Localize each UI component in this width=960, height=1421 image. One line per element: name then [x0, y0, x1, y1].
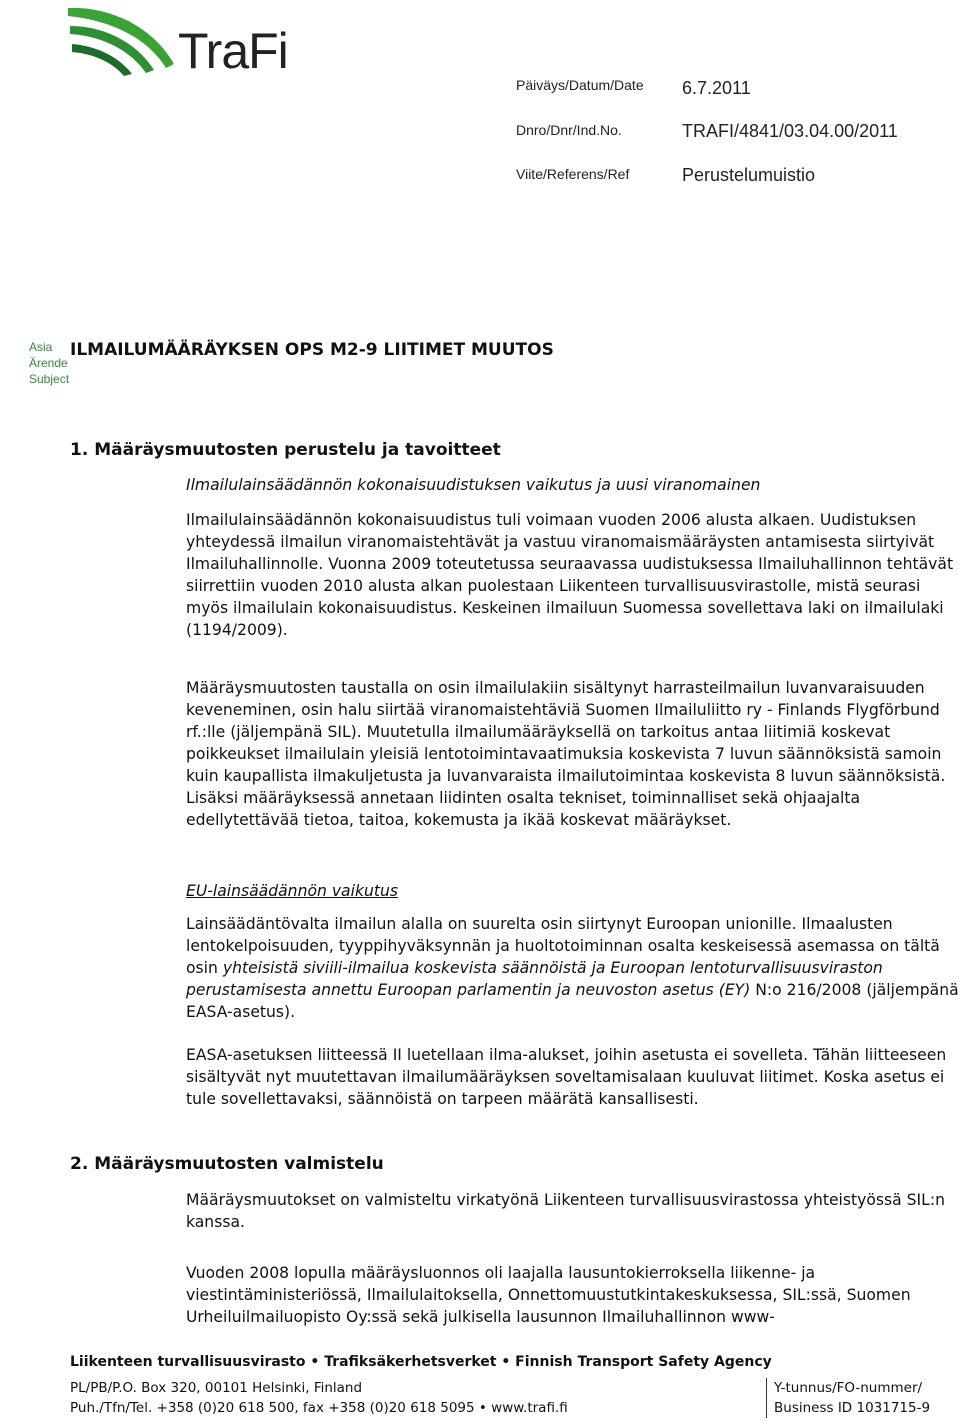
paragraph-text: Ilmailulainsäädännön kokonaisuudistus tuli voimaan vuoden 2006 alusta alkaen. Uudistuksen yhteydessä ilmailun viranomaistehtävät ja vastuu viranomaismääräysten antamisesta siirtyivät Ilmailuhallinnolle. Vuonna 2009 toteutetussa seuraavassa uudistuksessa Ilmailuhallinnon tehtävät siirrettiin vuoden 2010 alusta alkan puolestaan Liikenteen turvallisuusvirastolle, mistä seurasi myös ilmailulain kokonaisuudistus. Keskeinen ilmailuun Suomessa sovellettava laki on ilmailulaki (1194/2009). [186, 511, 954, 639]
eu-subheading: EU-lainsäädännön vaikutus [186, 882, 398, 900]
dnro-value: TRAFI/4841/03.04.00/2011 [682, 121, 898, 141]
regulation-title: yhteisistä siviili-ilmailua koskevista säännöistä ja Euroopan lentoturvallisuusviraston perustamisesta annettu Euroopan parlamentin ja neuvoston asetus (EY) [186, 959, 883, 999]
footer-divider [766, 1378, 767, 1418]
document-title: ILMAILUMÄÄRÄYKSEN OPS M2-9 LIITIMET MUUTOS [70, 340, 554, 360]
section-2-heading: 2. Määräysmuutosten valmistelu [70, 1154, 384, 1174]
section-1-heading: 1. Määräysmuutosten perustelu ja tavoitteet [70, 440, 501, 460]
footer-address: PL/PB/P.O. Box 320, 00101 Helsinki, Finland [70, 1380, 363, 1396]
subject-label-fi: Asia [29, 340, 53, 354]
footer-phone: Puh./Tfn/Tel. +358 (0)20 618 500, fax +358 (0)20 618 5095 • www.trafi.fi [70, 1400, 568, 1416]
paragraph-text: EASA-asetuksen liitteessä II luetellaan ilma-alukset, joihin asetusta ei sovelleta. Tähän liitteeseen sisältyvät nyt muutettavan ilmailumääräyksen soveltamisalaan kuuluvat liitimet. Koska asetus ei tule sovellettavaksi, säännöistä on tarpeen määrätä kansallisesti. [186, 1046, 947, 1108]
ref-label: Viite/Referens/Ref [516, 166, 630, 182]
dnro-label: Dnro/Dnr/Ind.No. [516, 122, 622, 138]
section-2-paragraph-2 [186, 1262, 960, 1328]
ref-value: Perustelumuistio [682, 165, 816, 185]
footer-business-label: Y-tunnus/FO-nummer/ [774, 1380, 923, 1396]
paragraph-text: N:o 216/2008 (jäljempänä EASA-asetus). [186, 981, 959, 1021]
footer-business-id: Business ID 1031715-9 [774, 1400, 931, 1416]
section-1-paragraph-3 [186, 913, 960, 1023]
section-1-paragraph-2 [186, 677, 960, 831]
section-1-paragraph-1 [186, 509, 960, 641]
paragraph-text: Lainsäädäntövalta ilmailun alalla on suurelta osin siirtynyt Euroopan unionille. Ilmaalusten lentokelpoisuuden, tyyppihyväksynnän ja huoltotoiminnan osalta keskeisessä asemassa on tältä osin [186, 915, 940, 977]
paragraph-text: Määräysmuutokset on valmisteltu virkatyönä Liikenteen turvallisuusvirastossa yhteistyössä SIL:n kanssa. [186, 1191, 945, 1231]
paragraph-text: Vuoden 2008 lopulla määräysluonnos oli laajalla lausuntokierroksella liikenne- ja viestintäministeriössä, Ilmailulaitoksella, Onnettomuustutkintakeskuksessa, SIL:ssä, Suomen Urheiluilmailuopisto Oy:ssä sekä julkisella lausunnon Ilmailuhallinnon www- [186, 1264, 911, 1326]
paragraph-text: Määräysmuutosten taustalla on osin ilmailulakiin sisältynyt harrasteilmailun luvanvaraisuuden keveneminen, osin halu siirtää viranomaistehtäviä Suomen Ilmailuliitto ry - Finlands Flygförbund rf.:lle (jäljempänä SIL). Muutetulla ilmailumääräyksellä on tarkoitus antaa liitimiä koskevat poikkeukset ilmailulain yleisiä lentotoimintavaatimuksia koskevista 7 luvun säännöksistä samoin kuin kaupallista ilmakuljetusta ja luvanvaraista ilmailutoimintaa koskevista 8 luvun säännöksistä. Lisäksi määräyksessä annetaan liidinten osalta tekniset, toiminnalliset sekä ohjaajalta edellytettävää tietoa, taitoa, kokemusta ja ikää koskevat määräykset. [186, 679, 946, 829]
date-value: 6.7.2011 [682, 78, 751, 98]
subject-label-sv: Ärende [29, 356, 68, 370]
footer-agency: Liikenteen turvallisuusvirasto • Trafiksäkerhetsverket • Finnish Transport Safety Agency [70, 1354, 772, 1370]
section-2-paragraph-1 [186, 1189, 960, 1233]
section-1-paragraph-4 [186, 1044, 960, 1110]
logo-wordmark: TraFi [178, 23, 288, 79]
section-1-subheading: Ilmailulainsäädännön kokonaisuudistuksen vaikutus ja uusi viranomainen [186, 476, 761, 494]
subject-label-en: Subject [29, 372, 70, 386]
date-label: Päiväys/Datum/Date [516, 77, 644, 93]
